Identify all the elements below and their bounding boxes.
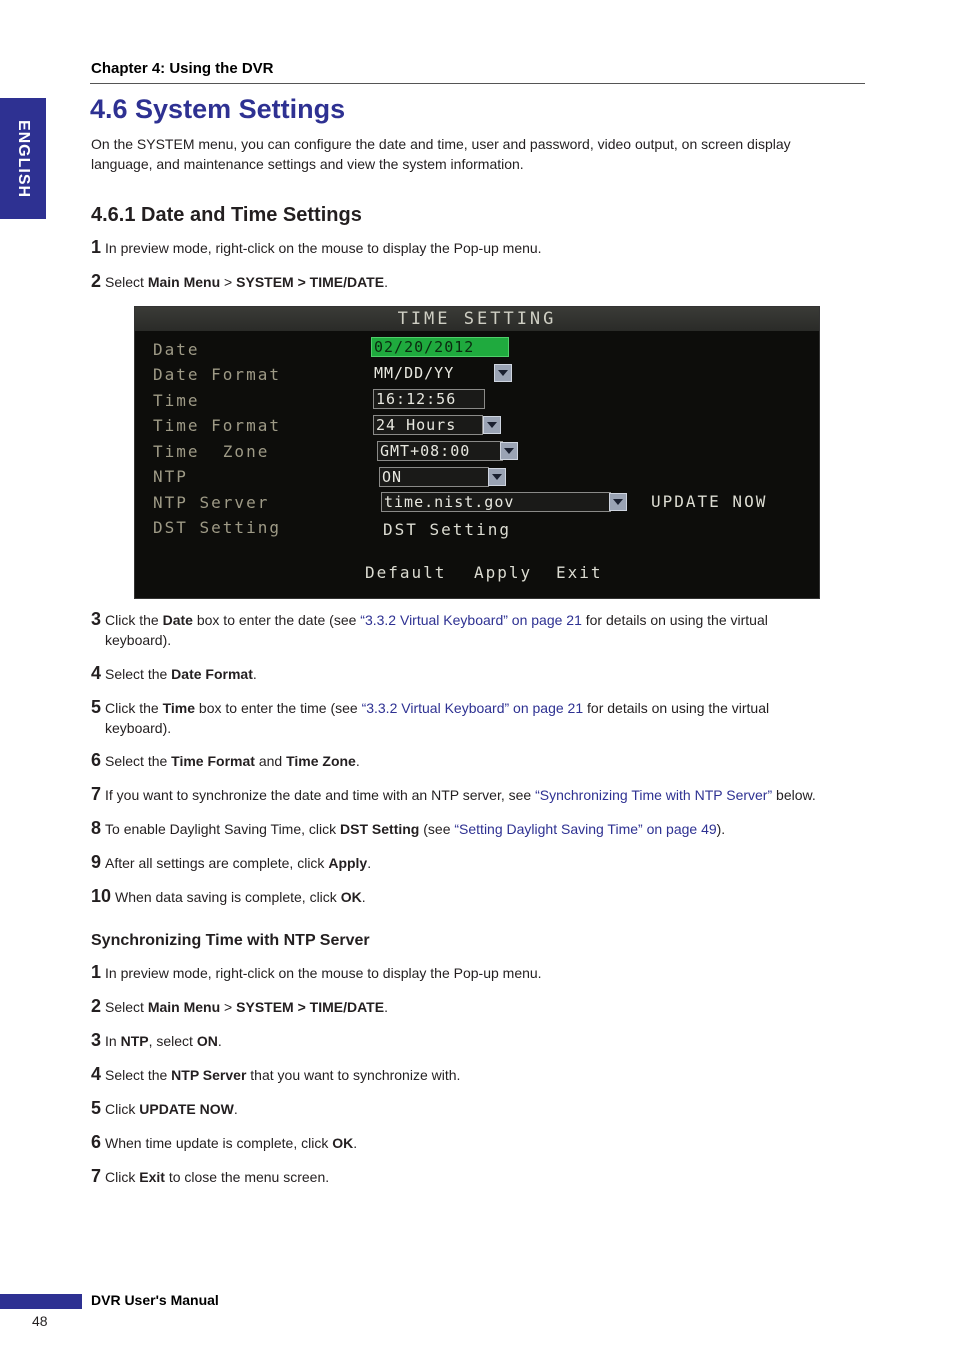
- chevron-down-icon[interactable]: [483, 416, 501, 434]
- section-title: 4.6 System Settings: [90, 94, 346, 124]
- link-ntp-section[interactable]: “Synchronizing Time with NTP Server”: [535, 787, 773, 803]
- step-a-6: 6 Select the Time Format and Time Zone.: [91, 750, 360, 770]
- link-virtual-keyboard[interactable]: “3.3.2 Virtual Keyboard” on page 21: [360, 612, 582, 628]
- ntp-select[interactable]: ON: [379, 467, 489, 487]
- subsection-title: 4.6.1 Date and Time Settings: [91, 204, 362, 226]
- label-date-format: Date Format: [153, 365, 281, 384]
- step-b-3: 3 In NTP, select ON.: [91, 1030, 222, 1050]
- label-date: Date: [153, 340, 200, 359]
- step-b-4: 4 Select the NTP Server that you want to synchronize with.: [91, 1064, 461, 1084]
- step-b-1: 1 In preview mode, right-click on the mouse to display the Pop-up menu.: [91, 962, 542, 982]
- page-number: 48: [32, 1313, 48, 1329]
- step-a-8: 8 To enable Daylight Saving Time, click DST Setting (see “Setting Daylight Saving Time” on page 49).: [91, 818, 726, 838]
- label-ntp-server: NTP Server: [153, 493, 270, 512]
- dvr-time-setting-screen: [134, 306, 820, 599]
- step-a-3: 3 Click the Date box to enter the date (see “3.3.2 Virtual Keyboard” on page 21 for details on using the virtual keyboard).: [91, 609, 768, 648]
- footer-bar: [0, 1294, 82, 1309]
- default-button[interactable]: Default: [365, 563, 447, 582]
- date-format-select[interactable]: MM/DD/YY: [371, 363, 491, 383]
- step-a-1: 1 In preview mode, right-click on the mouse to display the Pop-up menu.: [91, 237, 542, 257]
- label-time: Time: [153, 391, 200, 410]
- chapter-header: Chapter 4: Using the DVR: [91, 60, 274, 77]
- language-tab: [0, 98, 46, 219]
- step-b-6: 6 When time update is complete, click OK.: [91, 1132, 358, 1152]
- chevron-down-icon[interactable]: [494, 364, 512, 382]
- step-a-2: 2 Select Main Menu > SYSTEM > TIME/DATE.: [91, 271, 388, 291]
- label-time-format: Time Format: [153, 416, 281, 435]
- language-tab-label: ENGLISH: [15, 119, 32, 198]
- section-intro: On the SYSTEM menu, you can configure the date and time, user and password, video output, on screen display language, and maintenance settings and view the system information.: [91, 136, 791, 172]
- header-rule: [90, 83, 865, 84]
- step-b-5: 5 Click UPDATE NOW.: [91, 1098, 238, 1118]
- step-a-7: 7 If you want to synchronize the date and time with an NTP server, see “Synchronizing Time with NTP Server” below.: [91, 784, 816, 804]
- step-b-7: 7 Click Exit to close the menu screen.: [91, 1166, 330, 1186]
- time-zone-select[interactable]: GMT+08:00: [377, 441, 503, 461]
- ntp-server-select[interactable]: time.nist.gov: [381, 492, 611, 512]
- ntp-section-title: Synchronizing Time with NTP Server: [91, 932, 370, 949]
- update-now-button[interactable]: UPDATE NOW: [651, 492, 768, 511]
- step-a-10: 10 When data saving is complete, click OK.: [91, 886, 366, 906]
- chevron-down-icon[interactable]: [609, 493, 627, 511]
- apply-button[interactable]: Apply: [474, 563, 533, 582]
- label-dst-setting: DST Setting: [153, 518, 281, 537]
- step-a-5: 5 Click the Time box to enter the time (see “3.3.2 Virtual Keyboard” on page 21 for details on using the virtual keyboard).: [91, 697, 770, 736]
- time-field[interactable]: 16:12:56: [373, 389, 485, 409]
- footer-title: DVR User's Manual: [91, 1292, 219, 1308]
- step-a-9: 9 After all settings are complete, click Apply.: [91, 852, 372, 872]
- time-format-select[interactable]: 24 Hours: [373, 415, 483, 435]
- exit-button[interactable]: Exit: [556, 563, 603, 582]
- date-field[interactable]: 02/20/2012: [371, 337, 509, 357]
- chevron-down-icon[interactable]: [488, 468, 506, 486]
- label-ntp: NTP: [153, 467, 188, 486]
- link-virtual-keyboard[interactable]: “3.3.2 Virtual Keyboard” on page 21: [361, 700, 584, 716]
- dst-setting-button[interactable]: DST Setting: [383, 520, 511, 539]
- step-b-2: 2 Select Main Menu > SYSTEM > TIME/DATE.: [91, 996, 388, 1016]
- screen-title: TIME SETTING: [397, 309, 557, 329]
- label-time-zone: Time Zone: [153, 442, 270, 461]
- chevron-down-icon[interactable]: [500, 442, 518, 460]
- step-a-4: 4 Select the Date Format.: [91, 663, 257, 683]
- link-daylight-saving[interactable]: “Setting Daylight Saving Time” on page 49: [454, 821, 717, 837]
